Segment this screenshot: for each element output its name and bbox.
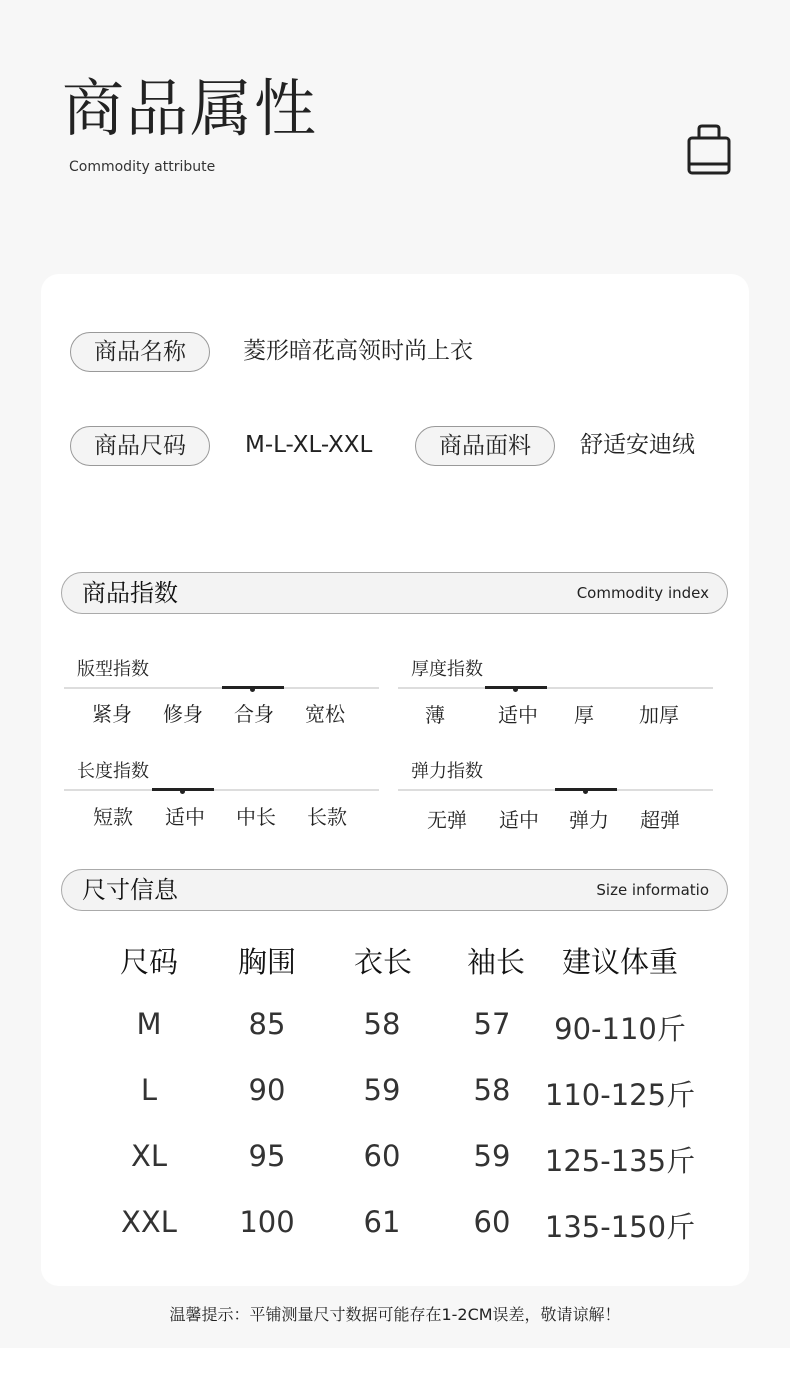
table-cell: 125-135斤 — [544, 1144, 696, 1178]
product-name-label: 商品名称 — [70, 332, 210, 372]
product-size-value: M-L-XL-XXL — [245, 432, 373, 458]
table-cell: 95 — [248, 1139, 286, 1173]
index-section-subtitle: Commodity index — [576, 584, 709, 602]
table-header: 尺码 — [119, 945, 178, 979]
index-option: 中长 — [236, 805, 276, 829]
table-cell: 60 — [473, 1205, 511, 1239]
page-subtitle: Commodity attribute — [69, 159, 216, 175]
index-option: 短款 — [93, 805, 133, 829]
size-section-header — [61, 869, 728, 911]
table-cell: 58 — [363, 1007, 401, 1041]
table-cell: XL — [130, 1139, 168, 1173]
product-name-value: 菱形暗花高领时尚上衣 — [243, 338, 473, 364]
product-size-label: 商品尺码 — [70, 426, 210, 466]
index-option: 厚 — [574, 703, 594, 727]
index-selected-marker — [222, 686, 284, 689]
table-cell: 90 — [248, 1073, 286, 1107]
table-cell: 57 — [473, 1007, 511, 1041]
table-header: 建议体重 — [561, 945, 678, 979]
table-header: 胸围 — [237, 945, 296, 979]
table-cell: XXL — [121, 1205, 177, 1239]
table-cell: 110-125斤 — [544, 1078, 696, 1112]
index-option: 宽松 — [305, 702, 345, 726]
index-title-elasticity: 弹力指数 — [411, 761, 483, 782]
size-section-title: 尺寸信息 — [82, 876, 178, 904]
index-title-length: 长度指数 — [77, 761, 149, 782]
table-cell: L — [140, 1073, 158, 1107]
index-option-selected: 适中 — [165, 805, 205, 829]
index-section-title: 商品指数 — [82, 579, 178, 607]
index-section-header — [61, 572, 728, 614]
index-option: 超弹 — [640, 808, 680, 832]
index-option-selected: 弹力 — [569, 808, 609, 832]
table-cell: 59 — [473, 1139, 511, 1173]
product-fabric-value: 舒适安迪绒 — [580, 432, 695, 458]
index-selected-marker — [152, 788, 214, 791]
index-option: 紧身 — [92, 702, 132, 726]
index-option: 薄 — [425, 703, 445, 727]
index-title-thickness: 厚度指数 — [411, 659, 483, 680]
index-option: 修身 — [163, 702, 203, 726]
product-fabric-label: 商品面料 — [415, 426, 555, 466]
index-option: 适中 — [499, 808, 539, 832]
index-option: 长款 — [307, 805, 347, 829]
table-cell: M — [136, 1007, 162, 1041]
index-selected-marker — [555, 788, 617, 791]
index-option-selected: 适中 — [498, 703, 538, 727]
table-header: 衣长 — [353, 945, 412, 979]
table-cell: 61 — [363, 1205, 401, 1239]
table-header: 袖长 — [466, 945, 525, 979]
index-scale-line — [398, 687, 713, 689]
table-cell: 100 — [239, 1205, 295, 1239]
table-cell: 60 — [363, 1139, 401, 1173]
table-cell: 90-110斤 — [554, 1012, 686, 1046]
table-cell: 135-150斤 — [544, 1210, 696, 1244]
index-selected-marker — [485, 686, 547, 689]
index-option: 无弹 — [427, 808, 467, 832]
table-cell: 59 — [363, 1073, 401, 1107]
shopping-bag-icon — [686, 124, 732, 176]
bottom-band — [0, 1348, 790, 1376]
index-scale-line — [64, 789, 379, 791]
index-option-selected: 合身 — [234, 702, 274, 726]
index-option: 加厚 — [639, 703, 679, 727]
size-section-subtitle: Size informatio — [596, 881, 709, 899]
table-cell: 85 — [248, 1007, 286, 1041]
footer-note: 温馨提示：平铺测量尺寸数据可能存在1-2CM误差，敬请谅解！ — [169, 1305, 621, 1324]
table-cell: 58 — [473, 1073, 511, 1107]
index-title-fit: 版型指数 — [77, 659, 149, 680]
page-title: 商品属性 — [62, 72, 319, 145]
